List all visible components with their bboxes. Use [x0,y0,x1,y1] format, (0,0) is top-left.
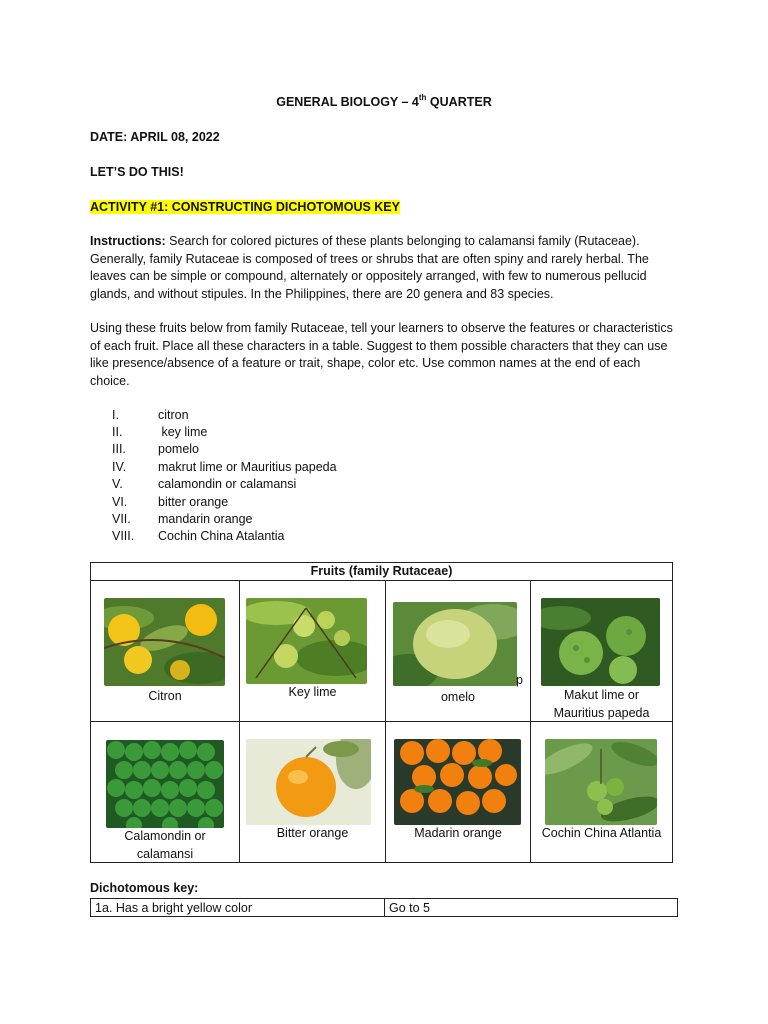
fruit-caption: Calamondin or [124,829,206,843]
fruit-caption: Key lime [288,685,337,699]
fruit-cell-calamondin [91,722,240,863]
key-table [90,898,678,917]
pomelo-photo [393,602,517,686]
list-item: II. key lime [112,425,208,439]
key-row [91,899,678,917]
key-statement: 1a. Has a bright yellow color [91,899,385,917]
instructions-paragraph [90,233,680,303]
fruit-caption-line2: Mauritius papeda [553,706,650,720]
citron-photo [104,598,225,686]
key-heading: Dichotomous key: [90,881,199,895]
key-action: Go to 5 [385,899,678,917]
fruit-caption: Madarin orange [414,826,502,840]
fruit-cell-makrut-lime [531,581,673,722]
title-text: GENERAL BIOLOGY – 4 [276,95,419,109]
cochin-china-photo [545,739,657,825]
fruit-cell-mandarin [386,722,531,863]
fruit-cell-key-lime [240,581,386,722]
title-suffix: QUARTER [426,95,492,109]
fruit-cell-pomelo [386,581,531,722]
list-item: I. citron [112,408,189,422]
fruit-caption: Cochin China Atlantia [541,826,662,840]
fruit-caption-line2: calamansi [136,847,194,861]
date-line: DATE: APRIL 08, 2022 [90,130,220,144]
activity-heading [90,199,400,217]
instructions-text: Search for colored pictures of these plants belonging to calamansi family (Rutaceae). Generally, family Rutaceae is composed of trees or shrubs that are often spiny and rarely herbal. The leaves can be simple or compound, alternately or oppositely arranged, with few to numerous pellucid glands, and without stipules. In the Philippines, there are 20 genera and 83 species. [90,234,649,301]
key-lime-photo [246,598,367,684]
page-title [0,94,768,112]
fruit-caption: Citron [148,689,182,703]
instructions-label: Instructions: [90,234,166,248]
fruits-table-header: Fruits (family Rutaceae) [91,563,673,581]
list-item: VI. bitter orange [112,495,229,509]
fruit-caption: Makut lime or [564,688,640,702]
fruit-cell-cochin-china [531,722,673,863]
lets-do-this: LET’S DO THIS! [90,165,184,179]
activity-highlight: ACTIVITY #1: CONSTRUCTING DICHOTOMOUS KEY [90,200,400,214]
list-item: VII. mandarin orange [112,512,253,526]
fruit-caption: Bitter orange [276,826,349,840]
stray-letter: p [516,673,523,687]
mandarin-photo [394,739,521,825]
fruits-table [90,562,673,863]
list-item: IV. makrut lime or Mauritius papeda [112,460,337,474]
list-item: VIII. Cochin China Atalantia [112,529,285,543]
fruit-caption: omelo [440,690,476,704]
title-superscript: th [418,93,427,102]
calamondin-photo [106,740,224,828]
bitter-orange-photo [246,739,371,825]
list-item: III. pomelo [112,442,199,456]
observation-paragraph: Using these fruits below from family Rutaceae, tell your learners to observe the features or characteristics of each fruit. Place all these characters in a table. Suggest to them possible characters that they can use like presence/absence of a feature or trait, shape, color etc. Use common names at the end of each choice. [90,321,673,388]
makrut-lime-photo [541,598,660,686]
list-item: V. calamondin or calamansi [112,477,297,491]
fruit-cell-bitter-orange [240,722,386,863]
fruit-cell-citron [91,581,240,722]
